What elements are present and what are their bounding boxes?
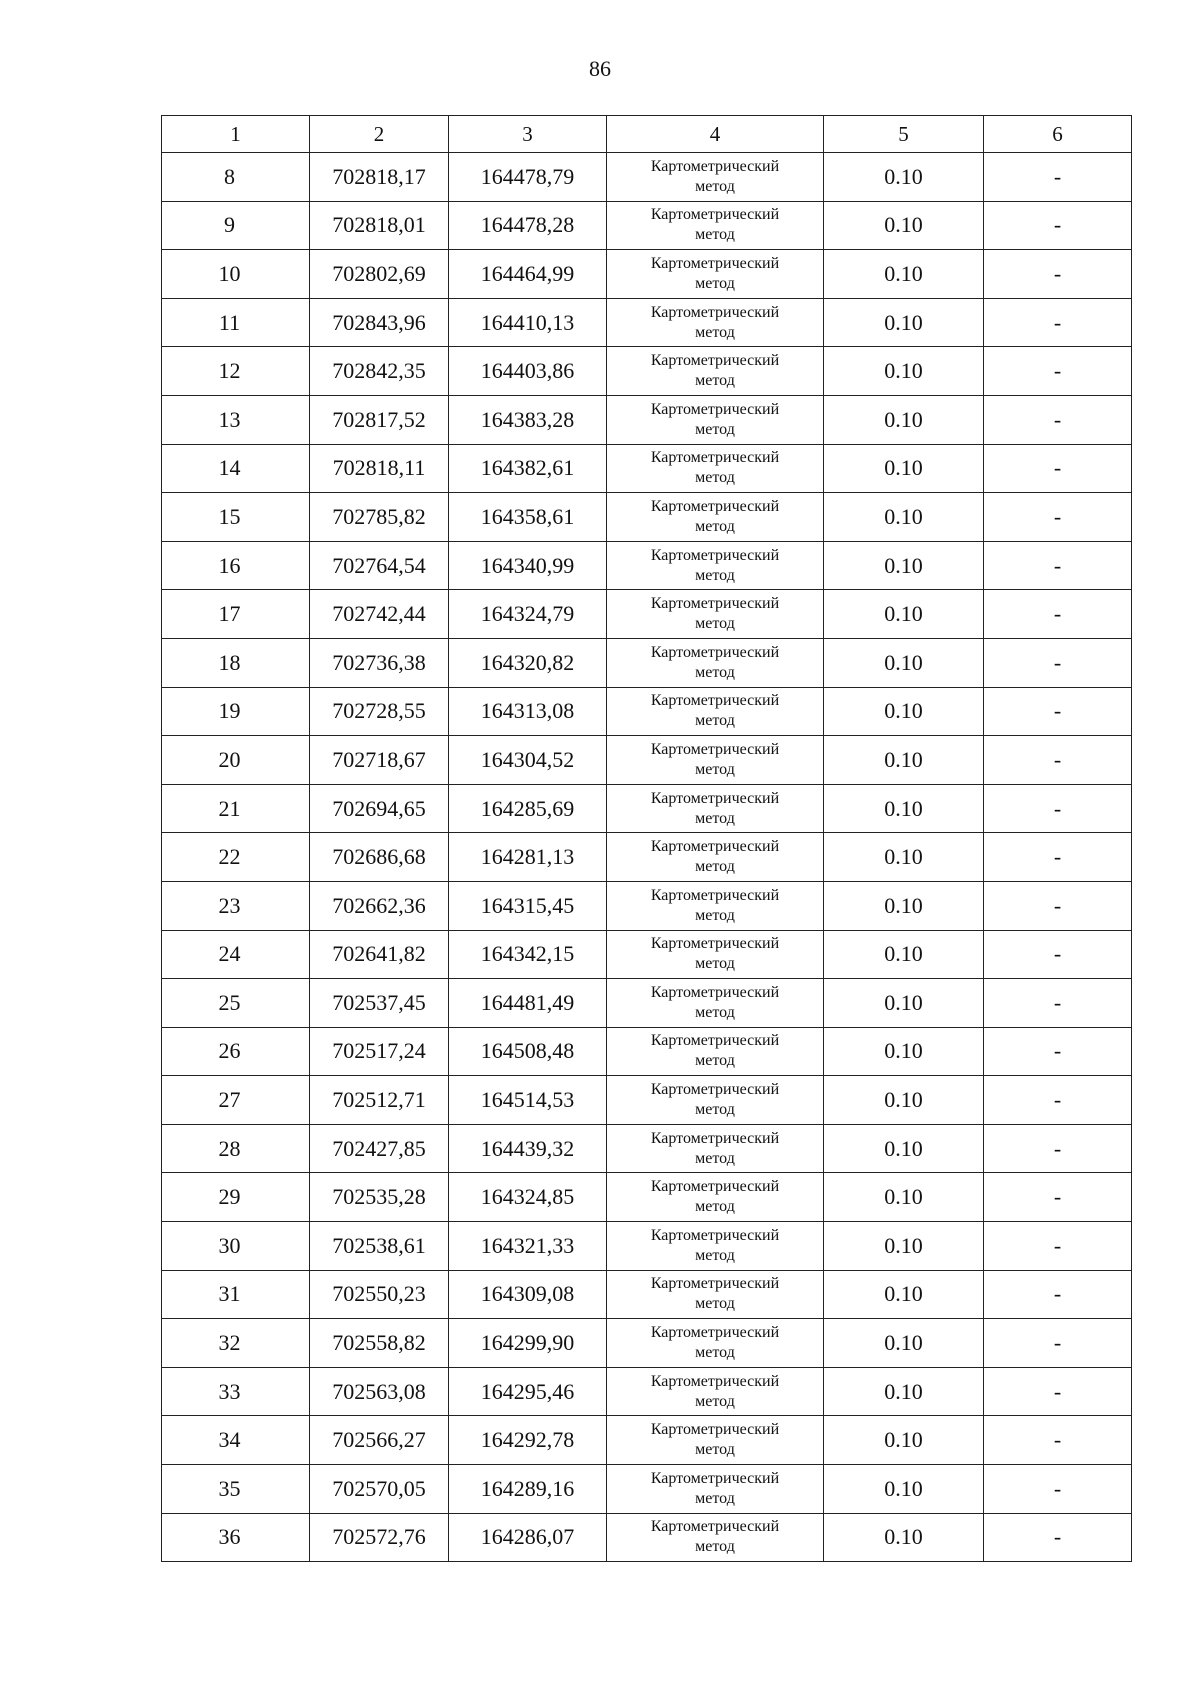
note-cell: - (984, 979, 1132, 1028)
x-coordinate-cell: 702818,11 (310, 444, 449, 493)
column-header-6: 6 (984, 116, 1132, 153)
point-number-cell: 23 (162, 881, 310, 930)
table-row (162, 833, 1132, 882)
accuracy-cell: 0.10 (824, 1513, 984, 1562)
point-number-cell: 21 (162, 784, 310, 833)
y-coordinate-cell: 164285,69 (449, 784, 607, 833)
note-cell: - (984, 201, 1132, 250)
note-cell: - (984, 881, 1132, 930)
method-cell (607, 395, 824, 444)
table-row (162, 541, 1132, 590)
method-line-1: Картометрический (650, 206, 780, 224)
y-coordinate-cell: 164289,16 (449, 1465, 607, 1514)
method-cell (607, 201, 824, 250)
method-cell (607, 1076, 824, 1125)
method-cell (607, 687, 824, 736)
accuracy-cell: 0.10 (824, 1367, 984, 1416)
method-line-2: метод (695, 566, 735, 584)
accuracy-cell: 0.10 (824, 1173, 984, 1222)
method-line-2: метод (695, 1052, 735, 1070)
method-cell (607, 298, 824, 347)
x-coordinate-cell: 702842,35 (310, 347, 449, 396)
note-cell: - (984, 1416, 1132, 1465)
method-line-2: метод (695, 955, 735, 973)
table-row (162, 1173, 1132, 1222)
point-number-cell: 11 (162, 298, 310, 347)
accuracy-cell: 0.10 (824, 493, 984, 542)
x-coordinate-cell: 702517,24 (310, 1027, 449, 1076)
method-line-2: метод (695, 906, 735, 924)
point-number-cell: 20 (162, 736, 310, 785)
accuracy-cell: 0.10 (824, 687, 984, 736)
table-row (162, 395, 1132, 444)
x-coordinate-cell: 702570,05 (310, 1465, 449, 1514)
method-line-1: Картометрический (650, 1226, 780, 1244)
method-line-2: метод (695, 420, 735, 438)
point-number-cell: 29 (162, 1173, 310, 1222)
table-row (162, 1124, 1132, 1173)
accuracy-cell: 0.10 (824, 153, 984, 202)
accuracy-cell: 0.10 (824, 881, 984, 930)
point-number-cell: 19 (162, 687, 310, 736)
method-cell (607, 1513, 824, 1562)
table-row (162, 1319, 1132, 1368)
method-line-2: метод (695, 858, 735, 876)
y-coordinate-cell: 164299,90 (449, 1319, 607, 1368)
point-number-cell: 31 (162, 1270, 310, 1319)
method-line-1: Картометрический (650, 838, 780, 856)
table-row (162, 784, 1132, 833)
accuracy-cell: 0.10 (824, 541, 984, 590)
method-line-1: Картометрический (650, 1129, 780, 1147)
accuracy-cell: 0.10 (824, 1416, 984, 1465)
y-coordinate-cell: 164342,15 (449, 930, 607, 979)
method-line-1: Картометрический (650, 740, 780, 758)
point-number-cell: 10 (162, 250, 310, 299)
point-number-cell: 36 (162, 1513, 310, 1562)
method-line-1: Картометрический (650, 546, 780, 564)
method-line-2: метод (695, 615, 735, 633)
column-header-2: 2 (310, 116, 449, 153)
accuracy-cell: 0.10 (824, 1124, 984, 1173)
note-cell: - (984, 833, 1132, 882)
note-cell: - (984, 298, 1132, 347)
method-line-1: Картометрический (650, 352, 780, 370)
y-coordinate-cell: 164358,61 (449, 493, 607, 542)
method-cell (607, 736, 824, 785)
x-coordinate-cell: 702566,27 (310, 1416, 449, 1465)
table-row (162, 979, 1132, 1028)
point-number-cell: 32 (162, 1319, 310, 1368)
table-row (162, 1416, 1132, 1465)
table-row (162, 930, 1132, 979)
table-row (162, 1367, 1132, 1416)
method-line-2: метод (695, 1003, 735, 1021)
method-line-2: метод (695, 1538, 735, 1556)
x-coordinate-cell: 702818,01 (310, 201, 449, 250)
x-coordinate-cell: 702537,45 (310, 979, 449, 1028)
method-line-1: Картометрический (650, 886, 780, 904)
method-cell (607, 444, 824, 493)
x-coordinate-cell: 702686,68 (310, 833, 449, 882)
accuracy-cell: 0.10 (824, 930, 984, 979)
point-number-cell: 27 (162, 1076, 310, 1125)
method-cell (607, 1270, 824, 1319)
y-coordinate-cell: 164514,53 (449, 1076, 607, 1125)
method-line-1: Картометрический (650, 157, 780, 175)
method-cell (607, 250, 824, 299)
y-coordinate-cell: 164478,79 (449, 153, 607, 202)
y-coordinate-cell: 164309,08 (449, 1270, 607, 1319)
method-line-2: метод (695, 663, 735, 681)
note-cell: - (984, 784, 1132, 833)
method-line-1: Картометрический (650, 1421, 780, 1439)
method-line-1: Картометрический (650, 497, 780, 515)
method-line-1: Картометрический (650, 1275, 780, 1293)
y-coordinate-cell: 164313,08 (449, 687, 607, 736)
method-cell (607, 1173, 824, 1222)
method-line-1: Картометрический (650, 449, 780, 467)
y-coordinate-cell: 164340,99 (449, 541, 607, 590)
y-coordinate-cell: 164382,61 (449, 444, 607, 493)
accuracy-cell: 0.10 (824, 590, 984, 639)
table-row (162, 1076, 1132, 1125)
method-line-1: Картометрический (650, 1372, 780, 1390)
method-line-1: Картометрический (650, 1324, 780, 1342)
column-header-3: 3 (449, 116, 607, 153)
method-cell (607, 1367, 824, 1416)
table-row (162, 736, 1132, 785)
method-line-1: Картометрический (650, 1178, 780, 1196)
accuracy-cell: 0.10 (824, 395, 984, 444)
method-cell (607, 638, 824, 687)
point-number-cell: 13 (162, 395, 310, 444)
table-row (162, 250, 1132, 299)
note-cell: - (984, 590, 1132, 639)
point-number-cell: 34 (162, 1416, 310, 1465)
note-cell: - (984, 1465, 1132, 1514)
note-cell: - (984, 250, 1132, 299)
note-cell: - (984, 638, 1132, 687)
accuracy-cell: 0.10 (824, 1465, 984, 1514)
method-line-1: Картометрический (650, 254, 780, 272)
table-row (162, 1513, 1132, 1562)
table-row (162, 1027, 1132, 1076)
accuracy-cell: 0.10 (824, 1027, 984, 1076)
point-number-cell: 25 (162, 979, 310, 1028)
x-coordinate-cell: 702694,65 (310, 784, 449, 833)
method-line-2: метод (695, 1392, 735, 1410)
note-cell: - (984, 687, 1132, 736)
x-coordinate-cell: 702427,85 (310, 1124, 449, 1173)
method-cell (607, 1465, 824, 1514)
method-line-2: метод (695, 1489, 735, 1507)
accuracy-cell: 0.10 (824, 250, 984, 299)
x-coordinate-cell: 702818,17 (310, 153, 449, 202)
point-number-cell: 22 (162, 833, 310, 882)
method-cell (607, 1124, 824, 1173)
point-number-cell: 24 (162, 930, 310, 979)
accuracy-cell: 0.10 (824, 833, 984, 882)
x-coordinate-cell: 702550,23 (310, 1270, 449, 1319)
note-cell: - (984, 1367, 1132, 1416)
x-coordinate-cell: 702742,44 (310, 590, 449, 639)
point-number-cell: 17 (162, 590, 310, 639)
accuracy-cell: 0.10 (824, 736, 984, 785)
y-coordinate-cell: 164481,49 (449, 979, 607, 1028)
table-row (162, 444, 1132, 493)
accuracy-cell: 0.10 (824, 638, 984, 687)
table-row (162, 1222, 1132, 1271)
x-coordinate-cell: 702538,61 (310, 1222, 449, 1271)
y-coordinate-cell: 164410,13 (449, 298, 607, 347)
table-body (162, 153, 1132, 1562)
point-number-cell: 30 (162, 1222, 310, 1271)
note-cell: - (984, 1076, 1132, 1125)
method-line-1: Картометрический (650, 400, 780, 418)
accuracy-cell: 0.10 (824, 1270, 984, 1319)
page-number: 86 (589, 56, 611, 81)
method-cell (607, 541, 824, 590)
column-header-5: 5 (824, 116, 984, 153)
x-coordinate-cell: 702558,82 (310, 1319, 449, 1368)
note-cell: - (984, 493, 1132, 542)
point-number-cell: 18 (162, 638, 310, 687)
accuracy-cell: 0.10 (824, 1319, 984, 1368)
point-number-cell: 12 (162, 347, 310, 396)
accuracy-cell: 0.10 (824, 444, 984, 493)
x-coordinate-cell: 702843,96 (310, 298, 449, 347)
method-cell (607, 881, 824, 930)
y-coordinate-cell: 164383,28 (449, 395, 607, 444)
method-line-1: Картометрический (650, 789, 780, 807)
note-cell: - (984, 1222, 1132, 1271)
y-coordinate-cell: 164292,78 (449, 1416, 607, 1465)
method-line-1: Картометрический (650, 595, 780, 613)
method-line-2: метод (695, 1149, 735, 1167)
method-line-1: Картометрический (650, 1469, 780, 1487)
y-coordinate-cell: 164286,07 (449, 1513, 607, 1562)
note-cell: - (984, 1027, 1132, 1076)
table-row (162, 1270, 1132, 1319)
method-cell (607, 1222, 824, 1271)
table-row (162, 347, 1132, 396)
y-coordinate-cell: 164281,13 (449, 833, 607, 882)
note-cell: - (984, 736, 1132, 785)
method-cell (607, 833, 824, 882)
y-coordinate-cell: 164324,79 (449, 590, 607, 639)
method-cell (607, 347, 824, 396)
x-coordinate-cell: 702662,36 (310, 881, 449, 930)
method-line-2: метод (695, 1198, 735, 1216)
note-cell: - (984, 1319, 1132, 1368)
method-cell (607, 590, 824, 639)
y-coordinate-cell: 164295,46 (449, 1367, 607, 1416)
method-line-1: Картометрический (650, 935, 780, 953)
method-line-2: метод (695, 226, 735, 244)
method-cell (607, 1416, 824, 1465)
method-line-1: Картометрический (650, 303, 780, 321)
y-coordinate-cell: 164508,48 (449, 1027, 607, 1076)
point-number-cell: 35 (162, 1465, 310, 1514)
method-cell (607, 1319, 824, 1368)
accuracy-cell: 0.10 (824, 201, 984, 250)
table-row (162, 590, 1132, 639)
y-coordinate-cell: 164324,85 (449, 1173, 607, 1222)
table-row (162, 493, 1132, 542)
method-line-2: метод (695, 323, 735, 341)
accuracy-cell: 0.10 (824, 1222, 984, 1271)
point-number-cell: 28 (162, 1124, 310, 1173)
note-cell: - (984, 930, 1132, 979)
column-header-4: 4 (607, 116, 824, 153)
y-coordinate-cell: 164464,99 (449, 250, 607, 299)
method-cell (607, 979, 824, 1028)
method-line-2: метод (695, 274, 735, 292)
note-cell: - (984, 395, 1132, 444)
table-row (162, 638, 1132, 687)
x-coordinate-cell: 702512,71 (310, 1076, 449, 1125)
y-coordinate-cell: 164321,33 (449, 1222, 607, 1271)
x-coordinate-cell: 702572,76 (310, 1513, 449, 1562)
table-row (162, 201, 1132, 250)
method-line-1: Картометрический (650, 692, 780, 710)
x-coordinate-cell: 702563,08 (310, 1367, 449, 1416)
method-line-1: Картометрический (650, 983, 780, 1001)
method-line-2: метод (695, 1441, 735, 1459)
method-line-2: метод (695, 372, 735, 390)
note-cell: - (984, 541, 1132, 590)
y-coordinate-cell: 164304,52 (449, 736, 607, 785)
x-coordinate-cell: 702764,54 (310, 541, 449, 590)
x-coordinate-cell: 702641,82 (310, 930, 449, 979)
column-header-1: 1 (162, 116, 310, 153)
method-cell (607, 1027, 824, 1076)
method-line-2: метод (695, 469, 735, 487)
accuracy-cell: 0.10 (824, 979, 984, 1028)
x-coordinate-cell: 702817,52 (310, 395, 449, 444)
table-row (162, 1465, 1132, 1514)
accuracy-cell: 0.10 (824, 347, 984, 396)
method-line-1: Картометрический (650, 1518, 780, 1536)
method-line-2: метод (695, 760, 735, 778)
y-coordinate-cell: 164315,45 (449, 881, 607, 930)
x-coordinate-cell: 702535,28 (310, 1173, 449, 1222)
method-cell (607, 930, 824, 979)
method-cell (607, 493, 824, 542)
header-row (162, 116, 1132, 153)
method-line-2: метод (695, 517, 735, 535)
x-coordinate-cell: 702736,38 (310, 638, 449, 687)
method-line-1: Картометрический (650, 643, 780, 661)
point-number-cell: 33 (162, 1367, 310, 1416)
note-cell: - (984, 1173, 1132, 1222)
note-cell: - (984, 1270, 1132, 1319)
method-line-2: метод (695, 712, 735, 730)
method-line-2: метод (695, 1246, 735, 1264)
table-row (162, 687, 1132, 736)
method-line-2: метод (695, 1344, 735, 1362)
y-coordinate-cell: 164478,28 (449, 201, 607, 250)
point-number-cell: 16 (162, 541, 310, 590)
table-row (162, 881, 1132, 930)
y-coordinate-cell: 164320,82 (449, 638, 607, 687)
note-cell: - (984, 347, 1132, 396)
point-number-cell: 26 (162, 1027, 310, 1076)
note-cell: - (984, 1124, 1132, 1173)
coordinates-table (161, 115, 1132, 1562)
note-cell: - (984, 153, 1132, 202)
method-line-2: метод (695, 1101, 735, 1119)
method-cell (607, 153, 824, 202)
method-cell (607, 784, 824, 833)
point-number-cell: 9 (162, 201, 310, 250)
x-coordinate-cell: 702785,82 (310, 493, 449, 542)
table-row (162, 298, 1132, 347)
point-number-cell: 8 (162, 153, 310, 202)
method-line-2: метод (695, 1295, 735, 1313)
note-cell: - (984, 1513, 1132, 1562)
note-cell: - (984, 444, 1132, 493)
table-row (162, 153, 1132, 202)
accuracy-cell: 0.10 (824, 1076, 984, 1125)
x-coordinate-cell: 702802,69 (310, 250, 449, 299)
y-coordinate-cell: 164403,86 (449, 347, 607, 396)
point-number-cell: 15 (162, 493, 310, 542)
method-line-2: метод (695, 809, 735, 827)
method-line-1: Картометрический (650, 1032, 780, 1050)
x-coordinate-cell: 702718,67 (310, 736, 449, 785)
method-line-1: Картометрический (650, 1081, 780, 1099)
accuracy-cell: 0.10 (824, 784, 984, 833)
x-coordinate-cell: 702728,55 (310, 687, 449, 736)
point-number-cell: 14 (162, 444, 310, 493)
method-line-2: метод (695, 177, 735, 195)
y-coordinate-cell: 164439,32 (449, 1124, 607, 1173)
accuracy-cell: 0.10 (824, 298, 984, 347)
